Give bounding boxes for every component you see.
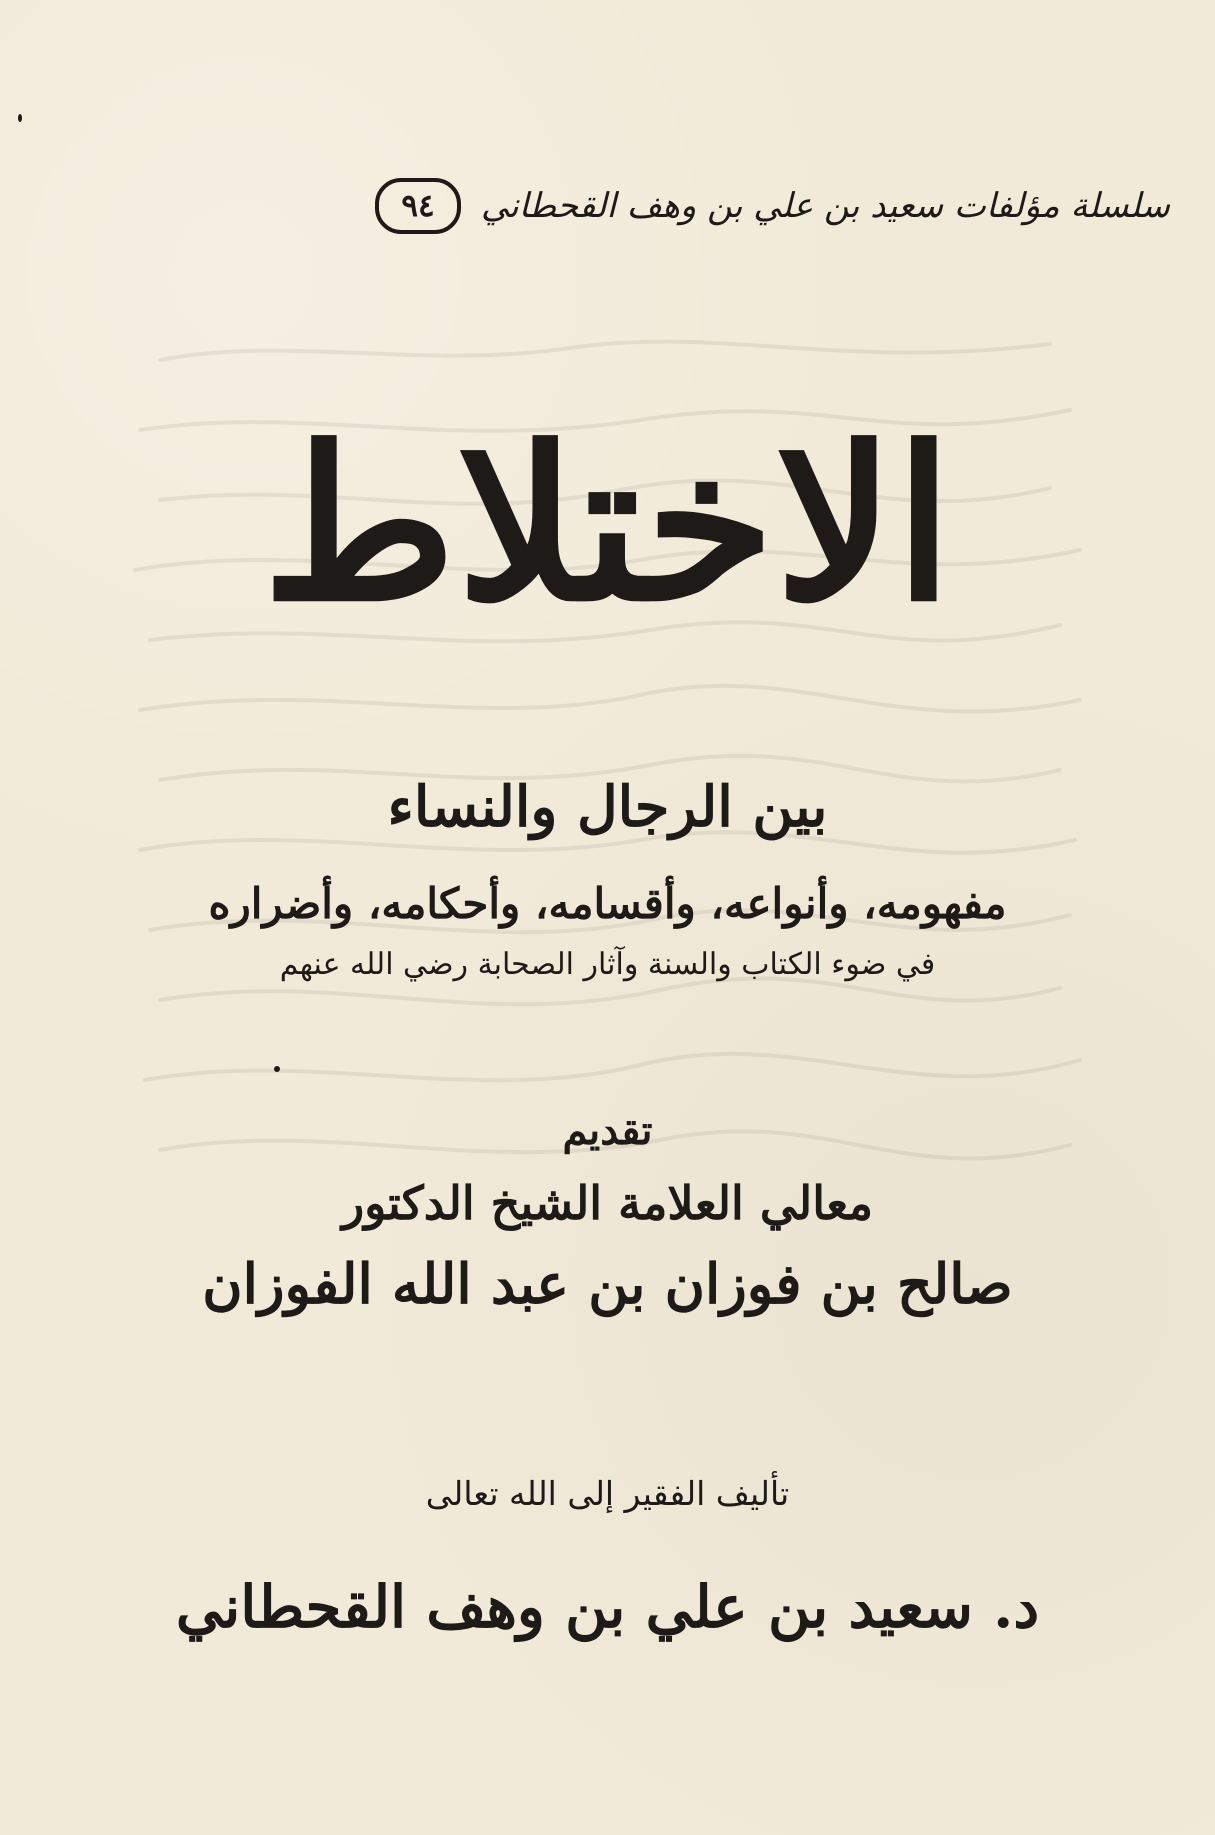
book-subtitle: بين الرجال والنساء [387, 774, 828, 840]
introduction-label: تقديم [562, 1107, 653, 1154]
book-title: الاختلاط [262, 401, 953, 648]
book-topics: مفهومه، وأنواعه، وأقسامه، وأحكامه، وأضراره [208, 879, 1007, 928]
series-title: سلسلة مؤلفات سعيد بن علي بن وهف القحطاني [480, 186, 1170, 226]
ink-dot [18, 114, 22, 122]
ink-dot [274, 1066, 280, 1072]
series-number-badge: ٩٤ [375, 178, 461, 234]
series-header [45, 178, 1170, 234]
book-reference: في ضوء الكتاب والسنة وآثار الصحابة رضي الله عنهم [279, 947, 936, 982]
presenter-name: صالح بن فوزان بن عبد الله الفوزان [202, 1251, 1013, 1316]
presenter-honorific: معالي العلامة الشيخ الدكتور [341, 1176, 874, 1230]
author-name: د. سعيد بن علي بن وهف القحطاني [175, 1573, 1040, 1641]
author-label: تأليف الفقير إلى الله تعالى [425, 1474, 790, 1513]
